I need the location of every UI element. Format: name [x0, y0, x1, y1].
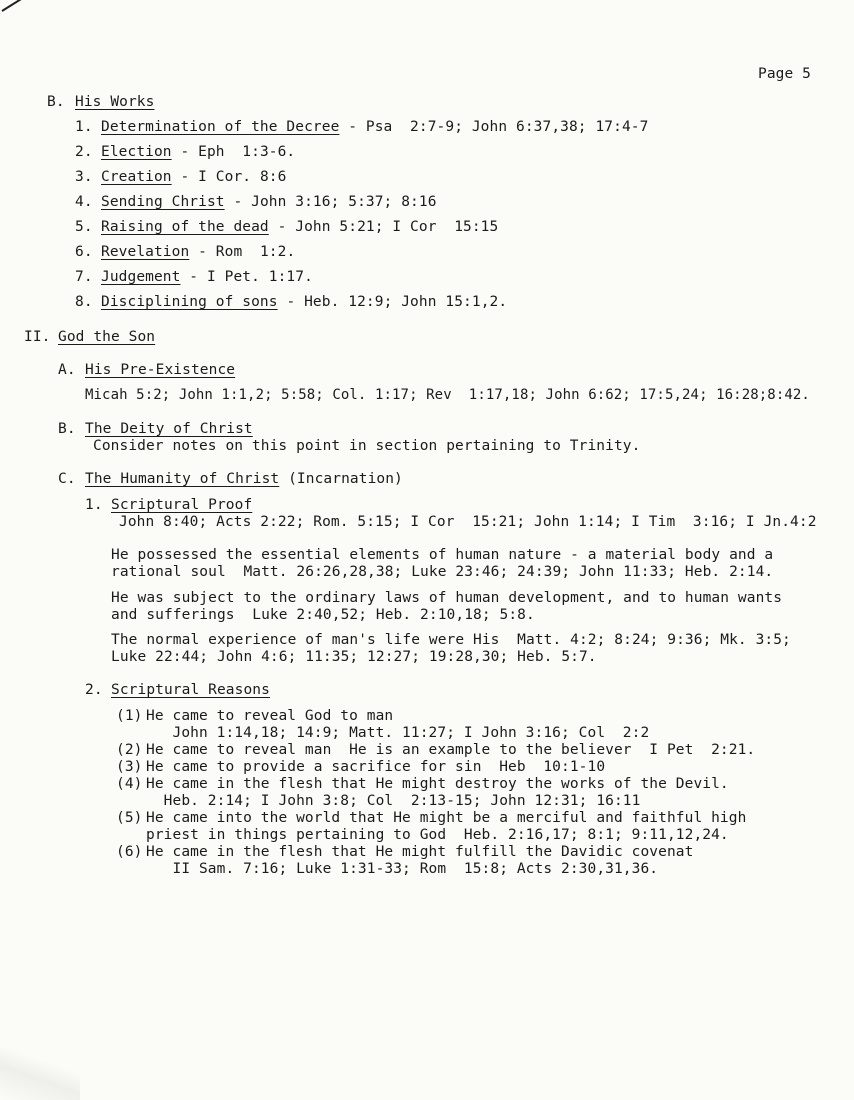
reason-line: II Sam. 7:16; Luke 1:31-33; Rom 15:8; Acts 2:30,31,36. [146, 861, 659, 877]
item-title: Revelation [101, 244, 190, 260]
deity-note: Consider notes on this point in section pertaining to Trinity. [93, 438, 641, 454]
reason-number: (6) [116, 844, 143, 860]
item-title: Sending Christ [101, 194, 225, 210]
item-refs: - I Pet. 1:17. [180, 269, 313, 285]
subsection-c-heading-suffix: (Incarnation) [279, 471, 403, 487]
reason-number: (5) [116, 810, 143, 826]
item-refs: - John 3:16; 5:37; 8:16 [224, 194, 437, 210]
item-title: Raising of the dead [101, 219, 269, 235]
section-b-letter: B. [47, 94, 65, 110]
reason-line: He came to reveal God to man [146, 708, 394, 724]
item-title: Determination of the Decree [101, 119, 340, 135]
section-ii-heading: God the Son [58, 329, 156, 345]
item-refs: - Eph 1:3-6. [171, 144, 296, 160]
paragraph-line: rational soul Matt. 26:26,28,38; Luke 23:46; 24:39; John 11:33; Heb. 2:14. [111, 564, 774, 580]
paragraph-line: Luke 22:44; John 4:6; 11:35; 12:27; 19:28,30; Heb. 5:7. [111, 649, 597, 665]
reason-line: He came in the flesh that He might fulfill the Davidic covenat [146, 844, 694, 860]
item-title: Creation [101, 169, 172, 185]
reason-line: He came to provide a sacrifice for sin Heb 10:1-10 [146, 759, 606, 775]
pre-existence-refs: Micah 5:2; John 1:1,2; 5:58; Col. 1:17; Rev 1:17,18; John 6:62; 17:5,24; 16:28;8:42. [85, 387, 810, 403]
subsection-a-heading: His Pre-Existence [85, 362, 236, 378]
reason-line: Heb. 2:14; I John 3:8; Col 2:13-15; John 12:31; 16:11 [146, 793, 641, 809]
reason-number: (2) [116, 742, 143, 758]
item-refs: - Psa 2:7-9; John 6:37,38; 17:4-7 [339, 119, 649, 135]
reason-number: (3) [116, 759, 143, 775]
item-title: Disciplining of sons [101, 294, 278, 310]
sub1-heading: Scriptural Proof [111, 497, 253, 513]
paragraph-line: He possessed the essential elements of human nature - a material body and a [111, 547, 774, 563]
sub2-number: 2. [85, 682, 103, 698]
reason-line: priest in things pertaining to God Heb. 2:16,17; 8:1; 9:11,12,24. [146, 827, 729, 843]
reason-number: (1) [116, 708, 143, 724]
subsection-b-letter: B. [58, 421, 76, 437]
item-refs: - I Cor. 8:6 [171, 169, 287, 185]
item-number: 2. [75, 144, 93, 160]
item-refs: - John 5:21; I Cor 15:15 [268, 219, 499, 235]
section-b-heading: His Works [75, 94, 155, 110]
item-number: 4. [75, 194, 93, 210]
subsection-c-heading: The Humanity of Christ [85, 471, 280, 487]
sub1-number: 1. [85, 497, 103, 513]
subsection-a-letter: A. [58, 362, 76, 378]
subsection-c-letter: C. [58, 471, 76, 487]
scriptural-proof-refs: John 8:40; Acts 2:22; Rom. 5:15; I Cor 15:21; John 1:14; I Tim 3:16; I Jn.4:2 [119, 514, 817, 530]
item-number: 6. [75, 244, 93, 260]
item-number: 8. [75, 294, 93, 310]
reason-number: (4) [116, 776, 143, 792]
reason-line: He came to reveal man He is an example to the believer I Pet 2:21. [146, 742, 756, 758]
page-number: Page 5 [758, 66, 811, 82]
subsection-b-heading: The Deity of Christ [85, 421, 253, 437]
paragraph-line: and sufferings Luke 2:40,52; Heb. 2:10,18; 5:8. [111, 607, 535, 623]
item-number: 7. [75, 269, 93, 285]
sub2-heading: Scriptural Reasons [111, 682, 270, 698]
item-number: 5. [75, 219, 93, 235]
page-fold-shadow [0, 990, 80, 1100]
paragraph-line: He was subject to the ordinary laws of human development, and to human wants [111, 590, 783, 606]
item-refs: - Heb. 12:9; John 15:1,2. [277, 294, 508, 310]
paragraph-line: The normal experience of man's life were His Matt. 4:2; 8:24; 9:36; Mk. 3:5; [111, 632, 791, 648]
item-number: 3. [75, 169, 93, 185]
item-title: Election [101, 144, 172, 160]
pen-mark [1, 0, 28, 12]
reason-line: He came in the flesh that He might destroy the works of the Devil. [146, 776, 729, 792]
item-title: Judgement [101, 269, 181, 285]
item-refs: - Rom 1:2. [189, 244, 296, 260]
section-ii-numeral: II. [24, 329, 51, 345]
reason-line: John 1:14,18; 14:9; Matt. 11:27; I John 3:16; Col 2:2 [146, 725, 650, 741]
reason-line: He came into the world that He might be a merciful and faithful high [146, 810, 747, 826]
item-number: 1. [75, 119, 93, 135]
